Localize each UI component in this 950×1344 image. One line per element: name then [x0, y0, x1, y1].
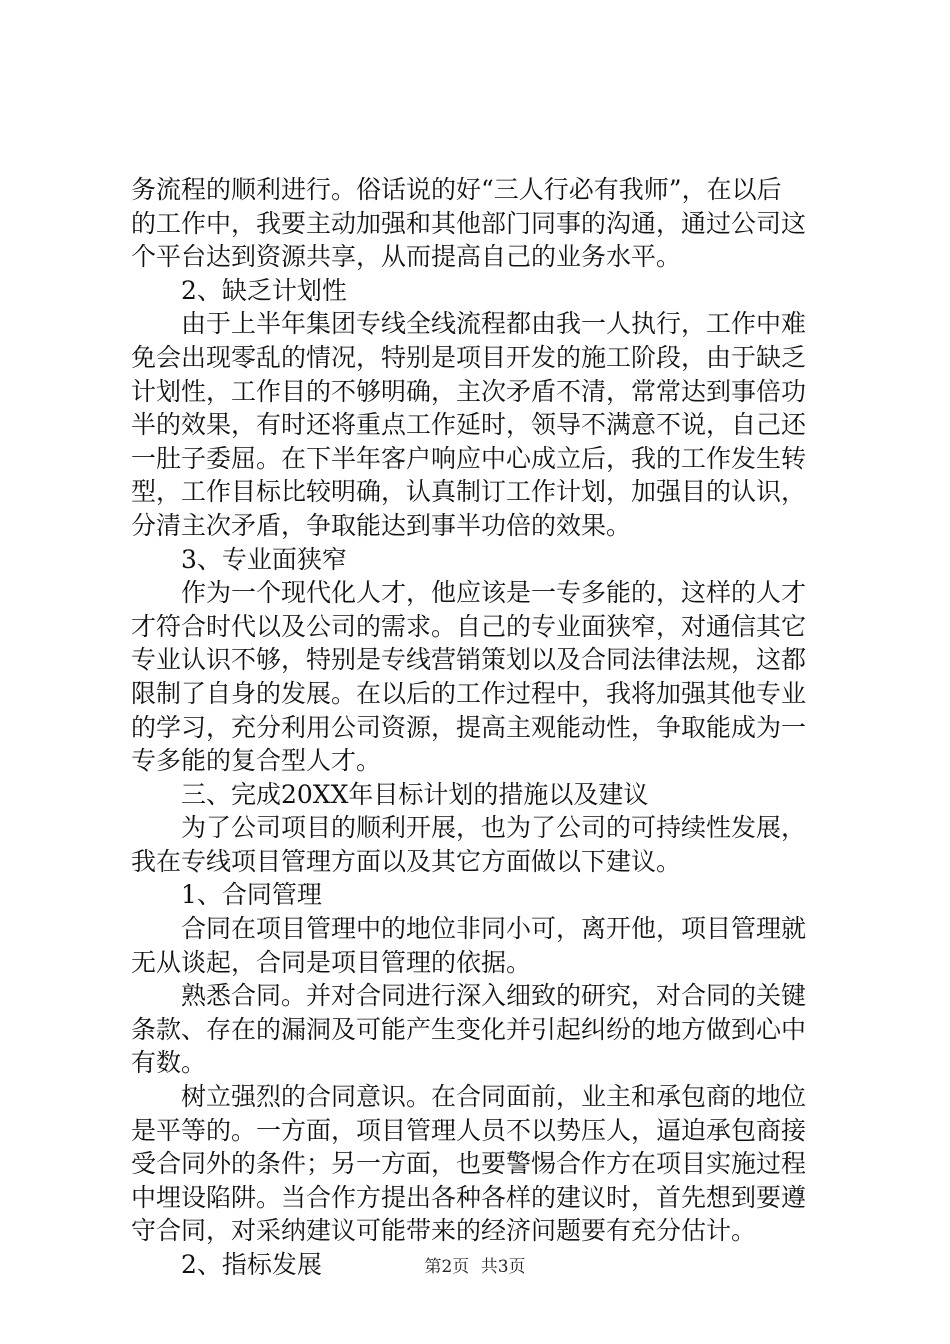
- text-line: 1、合同管理: [181, 880, 322, 910]
- text-line: 一肚子委屈。在下半年客户响应中心成立后，我的工作发生转: [131, 443, 807, 473]
- text-line: 专业认识不够，特别是专线营销策划以及合同法律法规，这都: [131, 645, 807, 675]
- text-line: 由于上半年集团专线全线流程都由我一人执行，工作中难: [181, 309, 807, 339]
- document-body: [131, 173, 831, 1282]
- text-line: 免会出现零乱的情况，特别是项目开发的施工阶段，由于缺乏: [131, 342, 807, 372]
- text-line: 无从谈起，合同是项目管理的依据。: [131, 947, 532, 977]
- text-line: 守合同，对采纳建议可能带来的经济问题要有充分估计。: [131, 1216, 757, 1246]
- text-line: 合同在项目管理中的地位非同小可，离开他，项目管理就: [181, 914, 807, 944]
- text-line: 半的效果，有时还将重点工作延时，领导不满意不说，自己还: [131, 410, 807, 440]
- page-total: 共3页: [480, 1257, 526, 1277]
- text-line: 为了公司项目的顺利开展，也为了公司的可持续性发展，: [181, 813, 807, 843]
- text-line: 限制了自身的发展。在以后的工作过程中，我将加强其他专业: [131, 678, 807, 708]
- text-line: 的学习，充分利用公司资源，提高主观能动性，争取能成为一: [131, 712, 807, 742]
- text-line: 型，工作目标比较明确，认真制订工作计划，加强目的认识，: [131, 477, 807, 507]
- text-line: 的工作中，我要主动加强和其他部门同事的沟通，通过公司这: [131, 208, 807, 238]
- text-line: 分清主次矛盾，争取能达到事半功倍的效果。: [131, 510, 632, 540]
- text-line: 树立强烈的合同意识。在合同面前，业主和承包商的地位: [181, 1082, 807, 1112]
- text-line: 3、专业面狭窄: [181, 544, 347, 574]
- text-line: 有数。: [131, 1048, 207, 1078]
- text-line: 中埋设陷阱。当合作方提出各种各样的建议时，首先想到要遵: [131, 1182, 807, 1212]
- text-line: 专多能的复合型人才。: [131, 746, 382, 776]
- text-line: 条款、存在的漏洞及可能产生变化并引起纠纷的地方做到心中: [131, 1014, 807, 1044]
- text-line: 个平台达到资源共享，从而提高自己的业务水平。: [131, 242, 682, 272]
- text-line: 2、缺乏计划性: [181, 275, 347, 305]
- text-line: 才符合时代以及公司的需求。自己的专业面狭窄，对通信其它: [131, 611, 807, 641]
- text-line: 受合同外的条件；另一方面，也要警惕合作方在项目实施过程: [131, 1149, 807, 1179]
- page-footer: [0, 1252, 950, 1277]
- text-line: 是平等的。一方面，项目管理人员不以势压人，逼迫承包商接: [131, 1115, 807, 1145]
- text-line: 我在专线项目管理方面以及其它方面做以下建议。: [131, 846, 682, 876]
- text-line: 2、指标发展: [181, 1250, 322, 1279]
- text-line: 作为一个现代化人才，他应该是一专多能的，这样的人才: [181, 578, 807, 608]
- text-line: 务流程的顺利进行。俗话说的好“三人行必有我师”，在以后: [131, 175, 782, 204]
- page-number: 第2页: [424, 1257, 470, 1277]
- text-line: 计划性，工作目的不够明确，主次矛盾不清，常常达到事倍功: [131, 376, 807, 406]
- text-line: 熟悉合同。并对合同进行深入细致的研究，对合同的关键: [181, 981, 807, 1011]
- text-line: 三、完成20XX年目标计划的措施以及建议: [181, 779, 649, 809]
